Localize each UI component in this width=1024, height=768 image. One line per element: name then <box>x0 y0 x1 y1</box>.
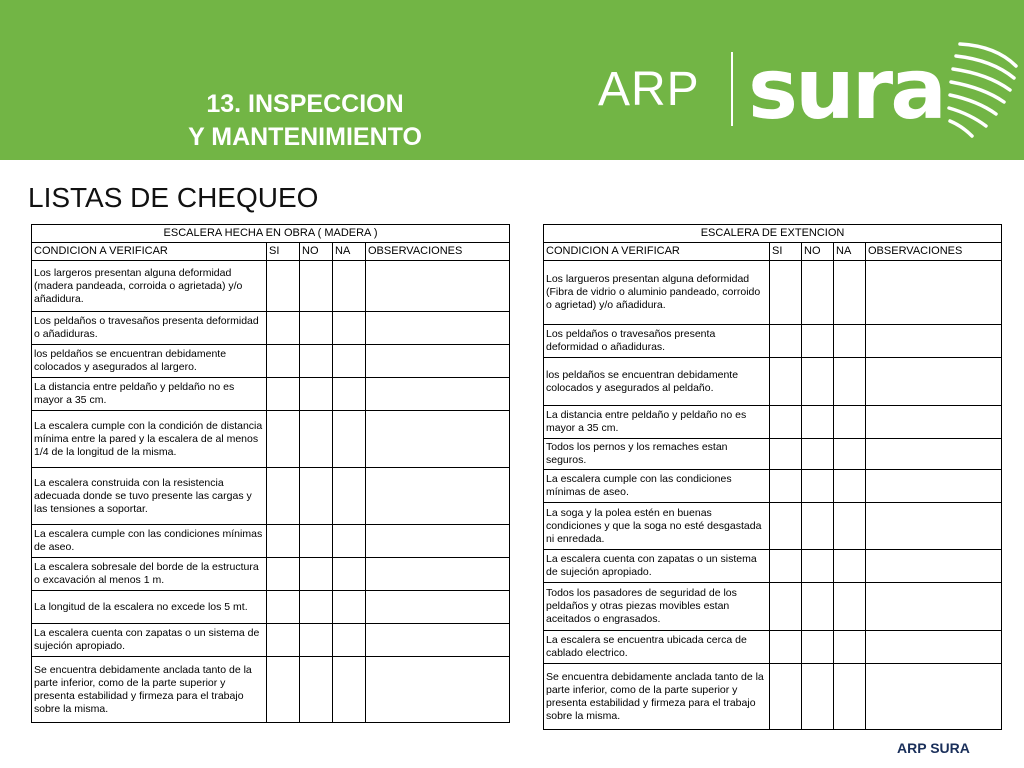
table-row <box>32 411 510 468</box>
condition-cell: Los peldaños o travesaños presenta deformidad o añadiduras. <box>32 312 267 345</box>
table-row <box>32 345 510 378</box>
column-header: NA <box>834 243 866 261</box>
table-row <box>32 261 510 312</box>
condition-cell: Se encuentra debidamente anclada tanto de la parte inferior, como de la parte superior y presenta estabilidad y firmeza para el trabajo sobre la misma. <box>544 664 770 730</box>
section-title-line1: 13. INSPECCION <box>206 90 404 118</box>
column-header: CONDICION A VERIFICAR <box>544 243 770 261</box>
no-cell[interactable] <box>802 358 834 406</box>
table-row <box>32 312 510 345</box>
sura-logo-mark <box>748 38 1018 138</box>
si-cell[interactable] <box>267 624 300 657</box>
si-cell[interactable] <box>267 261 300 312</box>
na-cell[interactable] <box>834 550 866 583</box>
no-cell[interactable] <box>300 411 333 468</box>
si-cell[interactable] <box>770 503 802 550</box>
si-cell[interactable] <box>267 378 300 411</box>
no-cell[interactable] <box>300 591 333 624</box>
no-cell[interactable] <box>802 664 834 730</box>
no-cell[interactable] <box>802 325 834 358</box>
column-header: NA <box>333 243 366 261</box>
no-cell[interactable] <box>300 525 333 558</box>
no-cell[interactable] <box>802 583 834 631</box>
observaciones-cell[interactable] <box>866 261 1002 325</box>
observaciones-cell[interactable] <box>366 525 510 558</box>
si-cell[interactable] <box>267 345 300 378</box>
observaciones-cell[interactable] <box>366 411 510 468</box>
column-header: NO <box>300 243 333 261</box>
na-cell[interactable] <box>333 312 366 345</box>
table-row <box>544 583 1002 631</box>
observaciones-cell[interactable] <box>866 439 1002 470</box>
si-cell[interactable] <box>267 468 300 525</box>
si-cell[interactable] <box>770 358 802 406</box>
condition-cell: La escalera cuenta con zapatas o un sistema de sujeción apropiado. <box>32 624 267 657</box>
no-cell[interactable] <box>802 439 834 470</box>
sura-wordmark: sura <box>748 40 944 138</box>
table-row <box>32 657 510 723</box>
na-cell[interactable] <box>333 525 366 558</box>
table-row <box>544 664 1002 730</box>
condition-cell: La longitud de la escalera no excede los 5 mt. <box>32 591 267 624</box>
table-row <box>544 358 1002 406</box>
condition-cell: La escalera construida con la resistencia adecuada donde se tuvo presente las cargas y las tensiones a soportar. <box>32 468 267 525</box>
na-cell[interactable] <box>834 261 866 325</box>
no-cell[interactable] <box>802 503 834 550</box>
si-cell[interactable] <box>770 470 802 503</box>
condition-cell: Los peldaños o travesaños presenta deformidad o añadiduras. <box>544 325 770 358</box>
observaciones-cell[interactable] <box>366 657 510 723</box>
no-cell[interactable] <box>300 657 333 723</box>
no-cell[interactable] <box>802 550 834 583</box>
condition-cell: Los largueros presentan alguna deformidad (Fibra de vidrio o aluminio pandeado, corroido o agrietad) y/o añadidura. <box>544 261 770 325</box>
column-header: NO <box>802 243 834 261</box>
si-cell[interactable] <box>267 411 300 468</box>
no-cell[interactable] <box>300 312 333 345</box>
column-header: SI <box>267 243 300 261</box>
no-cell[interactable] <box>802 261 834 325</box>
observaciones-cell[interactable] <box>366 345 510 378</box>
table-row <box>544 631 1002 664</box>
table-row <box>32 624 510 657</box>
na-cell[interactable] <box>834 631 866 664</box>
si-cell[interactable] <box>770 261 802 325</box>
footer-brand: ARP SURA <box>897 740 970 756</box>
na-cell[interactable] <box>333 624 366 657</box>
table-row <box>32 558 510 591</box>
observaciones-cell[interactable] <box>866 503 1002 550</box>
no-cell[interactable] <box>802 470 834 503</box>
column-header: SI <box>770 243 802 261</box>
observaciones-cell[interactable] <box>366 312 510 345</box>
column-header: OBSERVACIONES <box>866 243 1002 261</box>
si-cell[interactable] <box>770 631 802 664</box>
condition-cell: La escalera cumple con las condiciones mínimas de aseo. <box>32 525 267 558</box>
table-header-row <box>32 243 510 261</box>
logo-arp-text: ARP <box>598 63 700 116</box>
si-cell[interactable] <box>770 664 802 730</box>
na-cell[interactable] <box>333 261 366 312</box>
condition-cell: los peldaños se encuentran debidamente colocados y asegurados al largero. <box>32 345 267 378</box>
si-cell[interactable] <box>267 657 300 723</box>
condition-cell: La distancia entre peldaño y peldaño no es mayor a 35 cm. <box>32 378 267 411</box>
na-cell[interactable] <box>333 411 366 468</box>
si-cell[interactable] <box>770 325 802 358</box>
arp-sura-logo <box>598 38 1018 138</box>
si-cell[interactable] <box>770 583 802 631</box>
condition-cell: Todos los pernos y los remaches estan seguros. <box>544 439 770 470</box>
si-cell[interactable] <box>770 550 802 583</box>
condition-cell: Se encuentra debidamente anclada tanto de la parte inferior, como de la parte superior y presenta estabilidad y firmeza para el trabajo sobre la misma. <box>32 657 267 723</box>
table-row <box>544 325 1002 358</box>
observaciones-cell[interactable] <box>366 261 510 312</box>
na-cell[interactable] <box>333 468 366 525</box>
na-cell[interactable] <box>834 664 866 730</box>
column-header: CONDICION A VERIFICAR <box>32 243 267 261</box>
table-row <box>544 470 1002 503</box>
si-cell[interactable] <box>267 558 300 591</box>
no-cell[interactable] <box>300 261 333 312</box>
condition-cell: La escalera cumple con la condición de distancia mínima entre la pared y la escalera de al menos 1/4 de la longitud de la misma. <box>32 411 267 468</box>
table-row <box>544 406 1002 439</box>
left-checklist-table <box>31 224 510 723</box>
table-caption: ESCALERA DE EXTENCION <box>544 225 1002 243</box>
na-cell[interactable] <box>333 378 366 411</box>
na-cell[interactable] <box>834 583 866 631</box>
na-cell[interactable] <box>834 358 866 406</box>
condition-cell: La distancia entre peldaño y peldaño no es mayor a 35 cm. <box>544 406 770 439</box>
section-title-line2: Y MANTENIMIENTO <box>188 123 422 151</box>
condition-cell: La soga y la polea estén en buenas condiciones y que la soga no esté desgastada ni enredada. <box>544 503 770 550</box>
condition-cell: Los largeros presentan alguna deformidad (madera pandeada, corroida o agrietada) y/o añadidura. <box>32 261 267 312</box>
si-cell[interactable] <box>267 591 300 624</box>
no-cell[interactable] <box>300 378 333 411</box>
table-row <box>32 468 510 525</box>
na-cell[interactable] <box>834 470 866 503</box>
observaciones-cell[interactable] <box>866 325 1002 358</box>
na-cell[interactable] <box>333 657 366 723</box>
na-cell[interactable] <box>834 325 866 358</box>
condition-cell: La escalera sobresale del borde de la estructura o excavación al menos 1 m. <box>32 558 267 591</box>
si-cell[interactable] <box>770 439 802 470</box>
na-cell[interactable] <box>834 406 866 439</box>
no-cell[interactable] <box>300 345 333 378</box>
condition-cell: los peldaños se encuentran debidamente colocados y asegurados al peldaño. <box>544 358 770 406</box>
no-cell[interactable] <box>802 631 834 664</box>
observaciones-cell[interactable] <box>866 664 1002 730</box>
no-cell[interactable] <box>300 558 333 591</box>
na-cell[interactable] <box>333 591 366 624</box>
logo-separator <box>731 52 733 126</box>
observaciones-cell[interactable] <box>866 358 1002 406</box>
si-cell[interactable] <box>770 406 802 439</box>
page-title: LISTAS DE CHEQUEO <box>28 182 319 213</box>
observaciones-cell[interactable] <box>866 583 1002 631</box>
observaciones-cell[interactable] <box>866 550 1002 583</box>
table-row <box>544 550 1002 583</box>
na-cell[interactable] <box>333 558 366 591</box>
sura-rays-icon <box>949 44 1016 136</box>
table-row <box>544 261 1002 325</box>
na-cell[interactable] <box>333 345 366 378</box>
condition-cell: Todos los pasadores de seguridad de los peldaños y otras piezas movibles estan aceitados o engrasados. <box>544 583 770 631</box>
observaciones-cell[interactable] <box>866 631 1002 664</box>
table-header-row <box>544 243 1002 261</box>
na-cell[interactable] <box>834 503 866 550</box>
table-row <box>32 378 510 411</box>
no-cell[interactable] <box>300 624 333 657</box>
observaciones-cell[interactable] <box>866 406 1002 439</box>
observaciones-cell[interactable] <box>866 470 1002 503</box>
observaciones-cell[interactable] <box>366 591 510 624</box>
condition-cell: La escalera se encuentra ubicada cerca de cablado electrico. <box>544 631 770 664</box>
si-cell[interactable] <box>267 525 300 558</box>
no-cell[interactable] <box>300 468 333 525</box>
column-header: OBSERVACIONES <box>366 243 510 261</box>
condition-cell: La escalera cuenta con zapatas o un sistema de sujeción apropiado. <box>544 550 770 583</box>
table-caption: ESCALERA HECHA EN OBRA ( MADERA ) <box>32 225 510 243</box>
table-row <box>32 525 510 558</box>
observaciones-cell[interactable] <box>366 624 510 657</box>
table-row <box>544 439 1002 470</box>
condition-cell: La escalera cumple con las condiciones mínimas de aseo. <box>544 470 770 503</box>
observaciones-cell[interactable] <box>366 468 510 525</box>
na-cell[interactable] <box>834 439 866 470</box>
table-row <box>32 591 510 624</box>
observaciones-cell[interactable] <box>366 378 510 411</box>
table-row <box>544 503 1002 550</box>
no-cell[interactable] <box>802 406 834 439</box>
observaciones-cell[interactable] <box>366 558 510 591</box>
right-checklist-table <box>543 224 1002 730</box>
section-title <box>150 88 460 154</box>
si-cell[interactable] <box>267 312 300 345</box>
